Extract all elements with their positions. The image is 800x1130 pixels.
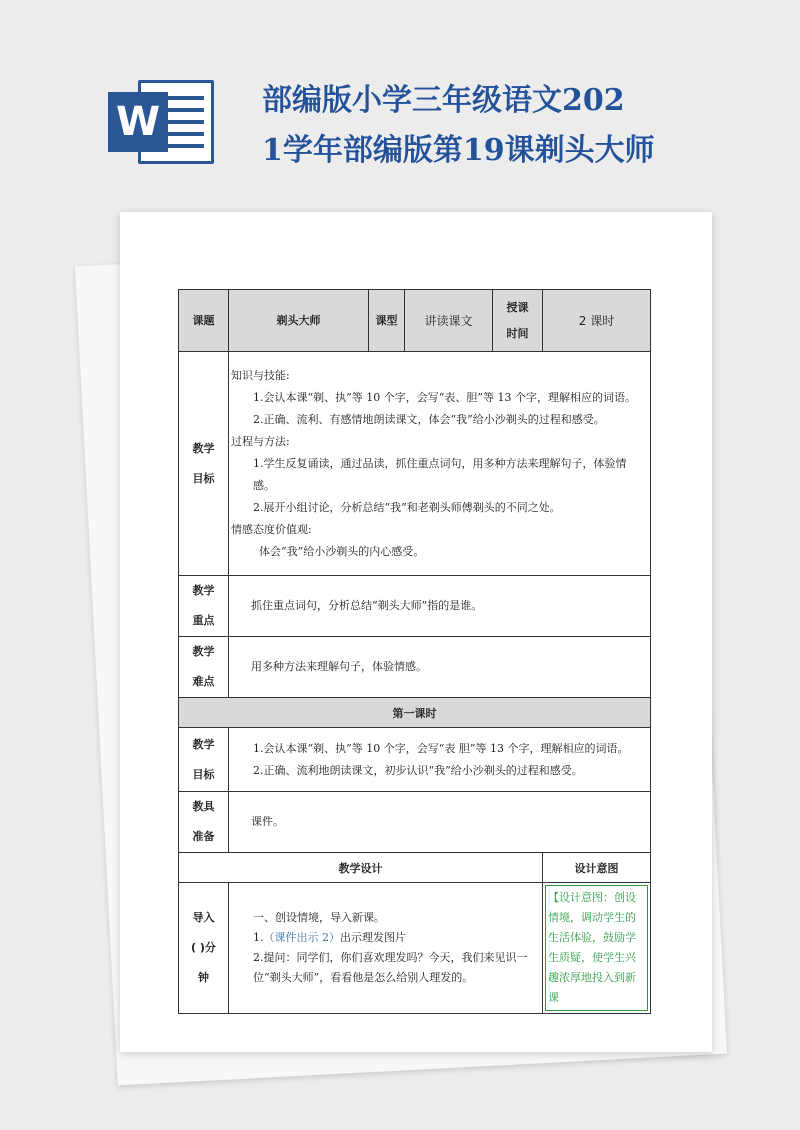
goals-line: 过程与方法:	[231, 434, 290, 448]
goals-line: 1.会认本课“剃、执”等 10 个字，会写“表、胆”等 13 个字，理解相应的词语。	[253, 390, 636, 404]
intro-line	[231, 928, 540, 948]
word-icon-line	[164, 96, 204, 100]
intro-row	[179, 883, 651, 1014]
goals-line: 体会“我”给小沙剃头的内心感受。	[259, 544, 425, 558]
first-lesson-heading: 第一课时	[179, 698, 651, 728]
intro-label-a: 导入	[192, 911, 215, 924]
courseware-highlight: （课件出示 2）	[263, 931, 340, 944]
design-heading: 教学设计	[179, 853, 543, 883]
intro-label-c: 钟	[198, 971, 209, 984]
word-icon-line	[164, 144, 204, 148]
intro-line-prefix: 1.	[253, 931, 264, 944]
tools-label-b: 准备	[192, 830, 215, 843]
design-header-row	[179, 853, 651, 883]
lesson-goals-content	[229, 728, 651, 792]
difficulty-label	[179, 637, 229, 698]
goals-label-a: 教学	[192, 441, 215, 455]
intro-line-rest: 出示理发图片	[340, 931, 406, 944]
goals-line: 2.展开小组讨论，分析总结“我”和老剃头师傅剃头的不同之处。	[253, 500, 561, 514]
word-document-icon	[108, 74, 214, 170]
time-value: 2 课时	[543, 290, 651, 352]
tools-text: 课件。	[229, 792, 651, 853]
intro-intent: 【设计意图：创设情境，调动学生的生活体验，鼓励学生质疑，使学生兴趣浓厚地投入到新课	[545, 885, 648, 1011]
lesson-goals-line: 2.正确、流利地朗读课文，初步认识“我”给小沙剃头的过程和感受。	[253, 763, 583, 777]
lesson-goals-line: 1.会认本课“剃、执”等 10 个字，会写“表 胆”等 13 个字，理解相应的词语。	[253, 741, 629, 755]
focus-text: 抓住重点词句，分析总结“剃头大师”指的是谁。	[229, 576, 651, 637]
type-value: 讲读课文	[405, 290, 493, 352]
intro-intent-cell	[543, 883, 651, 1014]
lesson-goals-label	[179, 728, 229, 792]
goals-row	[179, 352, 651, 576]
intent-heading: 设计意图	[543, 853, 651, 883]
difficulty-label-b: 难点	[192, 675, 215, 688]
lesson-plan-table	[178, 289, 651, 1014]
goals-line: 2.正确、流利、有感情地朗读课文，体会“我”给小沙剃头的过程和感受。	[253, 412, 605, 426]
topic-label: 课题	[179, 290, 229, 352]
intro-label	[179, 883, 229, 1014]
goals-line: 1.学生反复诵读，通过品读，抓住重点词句，用多种方法来理解句子，体验情感。	[253, 456, 627, 492]
difficulty-text: 用多种方法来理解句子，体验情感。	[229, 637, 651, 698]
lesson-goals-row	[179, 728, 651, 792]
tools-label	[179, 792, 229, 853]
goals-label	[179, 352, 229, 576]
focus-label-a: 教学	[192, 584, 215, 597]
lesson-goals-label-a: 教学	[192, 737, 215, 751]
intro-line: 一、创设情境，导入新课。	[253, 911, 385, 924]
focus-label	[179, 576, 229, 637]
document-page	[120, 212, 712, 1052]
intro-content	[229, 883, 543, 1014]
title-line-2: 1学年部编版第19课剃头大师	[262, 133, 655, 168]
lesson-goals-label-b: 目标	[192, 767, 215, 781]
document-title	[262, 76, 732, 176]
tools-label-a: 教具	[192, 800, 215, 813]
time-label	[493, 290, 543, 352]
type-label: 课型	[369, 290, 405, 352]
intro-label-b: ( )分	[191, 941, 216, 954]
difficulty-row	[179, 637, 651, 698]
tools-row	[179, 792, 651, 853]
goals-content	[229, 352, 651, 576]
time-label-b: 时间	[506, 326, 529, 340]
goals-label-b: 目标	[192, 471, 215, 485]
word-icon-letter: W	[108, 92, 168, 152]
focus-row	[179, 576, 651, 637]
goals-line: 情感态度价值观:	[231, 522, 312, 536]
time-label-a: 授课	[506, 300, 529, 314]
goals-line: 知识与技能:	[231, 368, 290, 382]
intro-line: 2.提问：同学们，你们喜欢理发吗？今天，我们来见识一位“剃头大师”，看看他是怎么给别人理发的。	[253, 951, 528, 984]
topic-value: 剃头大师	[229, 290, 369, 352]
difficulty-label-a: 教学	[192, 645, 215, 658]
first-lesson-row	[179, 698, 651, 728]
word-icon-line	[164, 120, 204, 124]
word-icon-line	[164, 108, 204, 112]
table-header-row	[179, 290, 651, 352]
word-icon-line	[164, 132, 204, 136]
title-line-1: 部编版小学三年级语文202	[262, 83, 625, 118]
focus-label-b: 重点	[192, 614, 215, 627]
